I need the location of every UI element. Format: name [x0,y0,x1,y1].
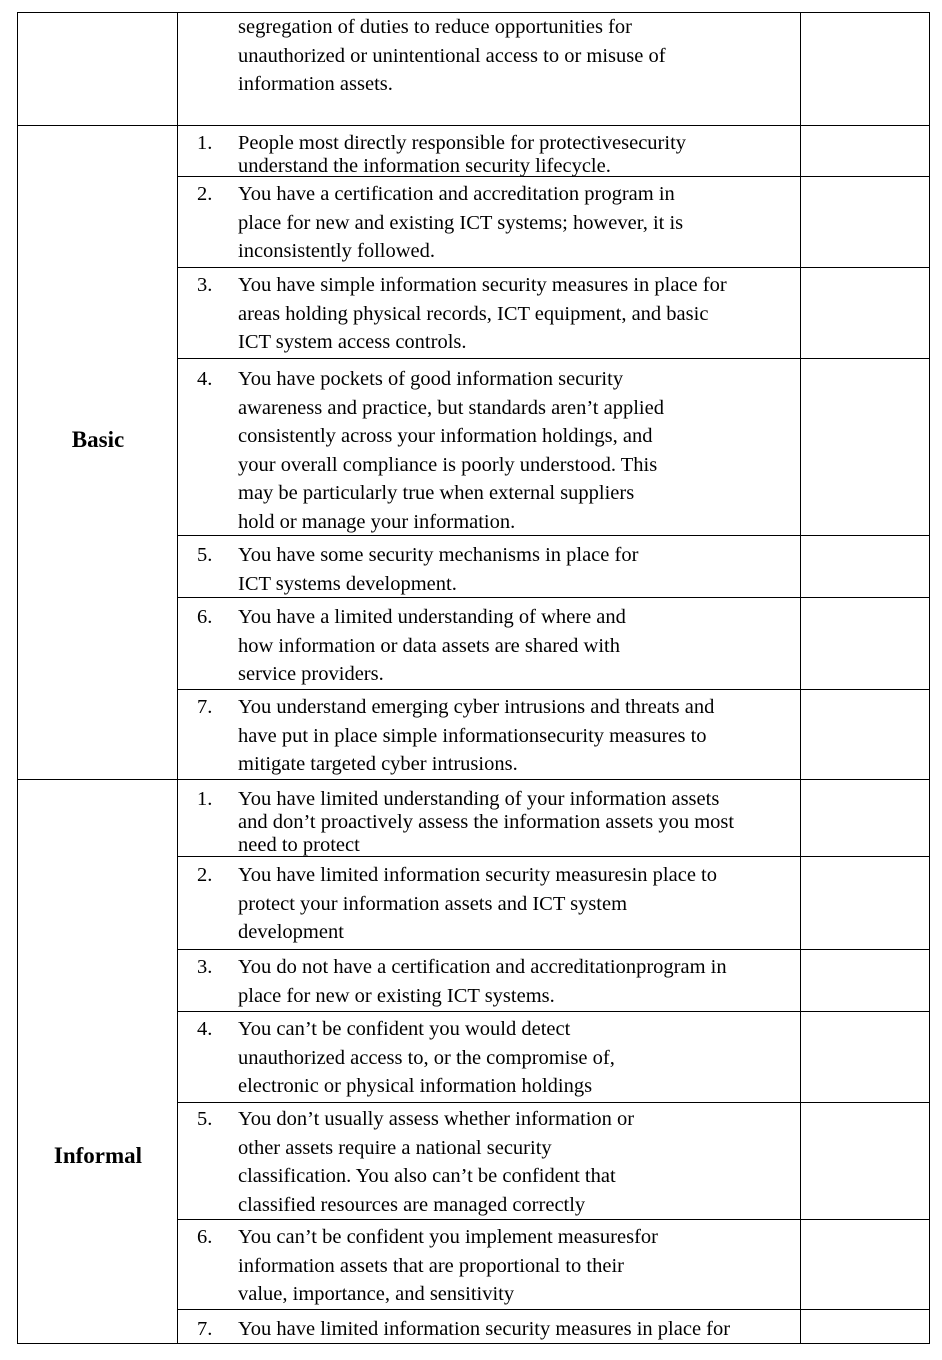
row-divider [177,1011,929,1012]
row-divider [177,689,929,690]
item-number: 4. [197,368,213,390]
item-text: People most directly responsible for protectivesecurity understand the information security lifecycle. [238,132,687,177]
item-number: 3. [197,956,213,978]
level-label-informal: Informal [53,1143,143,1168]
item-number: 7. [197,696,213,718]
item-text: You can’t be confident you would detect unauthorized access to, or the compromise of, electronic or physical information holdings [238,1018,615,1097]
row-divider [177,949,929,950]
row-divider [177,1219,929,1220]
item-text: You don’t usually assess whether information or other assets require a national security classification. You also can’t be confident that classified resources are managed correctly [238,1108,635,1216]
row-divider [177,358,929,359]
item-text: You understand emerging cyber intrusions and threats and have put in place simple informationsecurity measures to mitigate targeted cyber intrusions. [238,696,715,775]
item-number: 5. [197,1108,213,1130]
item-text: You have limited information security measures in place for [238,1318,731,1340]
item-number: 5. [197,544,213,566]
item-number: 1. [197,788,213,810]
maturity-table [17,12,930,1344]
section-divider-basic [18,125,929,126]
item-text: You do not have a certification and accreditationprogram in place for new or existing ICT systems. [238,956,727,1007]
item-number: 7. [197,1318,213,1340]
item-number: 1. [197,132,213,154]
item-number: 2. [197,183,213,205]
level-label-basic: Basic [71,427,125,452]
item-text: You have pockets of good information security awareness and practice, but standards aren’t applied consistently across your information holdings, and your overall compliance is poorly understood. This may be particularly true when external suppliers hold or manage your information. [238,368,664,533]
item-number: 6. [197,1226,213,1248]
section-divider-informal [18,779,929,780]
item-text: You have limited understanding of your information assets and don’t proactively assess the information assets you most need to protect [238,788,735,856]
item-number: 2. [197,864,213,886]
item-text: You have a certification and accreditation program in place for new and existing ICT systems; however, it is inconsistently followed. [238,183,684,262]
item-number: 3. [197,274,213,296]
item-number: 4. [197,1018,213,1040]
row-divider [177,1309,929,1310]
item-text: You have limited information security measuresin place to protect your information assets and ICT system development [238,864,717,943]
item-text: You have some security mechanisms in place for ICT systems development. [238,544,639,595]
continuation-text: segregation of duties to reduce opportunities for unauthorized or unintentional access to or misuse of information assets. [238,16,666,95]
item-number: 6. [197,606,213,628]
column-divider-check [800,13,801,1343]
item-text: You have simple information security measures in place for areas holding physical records, ICT equipment, and basic ICT system access controls. [238,274,727,353]
row-divider [177,1102,929,1103]
item-text: You can’t be confident you implement measuresfor information assets that are proportional to their value, importance, and sensitivity [238,1226,658,1305]
item-text: You have a limited understanding of where and how information or data assets are shared with service providers. [238,606,626,685]
row-divider [177,267,929,268]
